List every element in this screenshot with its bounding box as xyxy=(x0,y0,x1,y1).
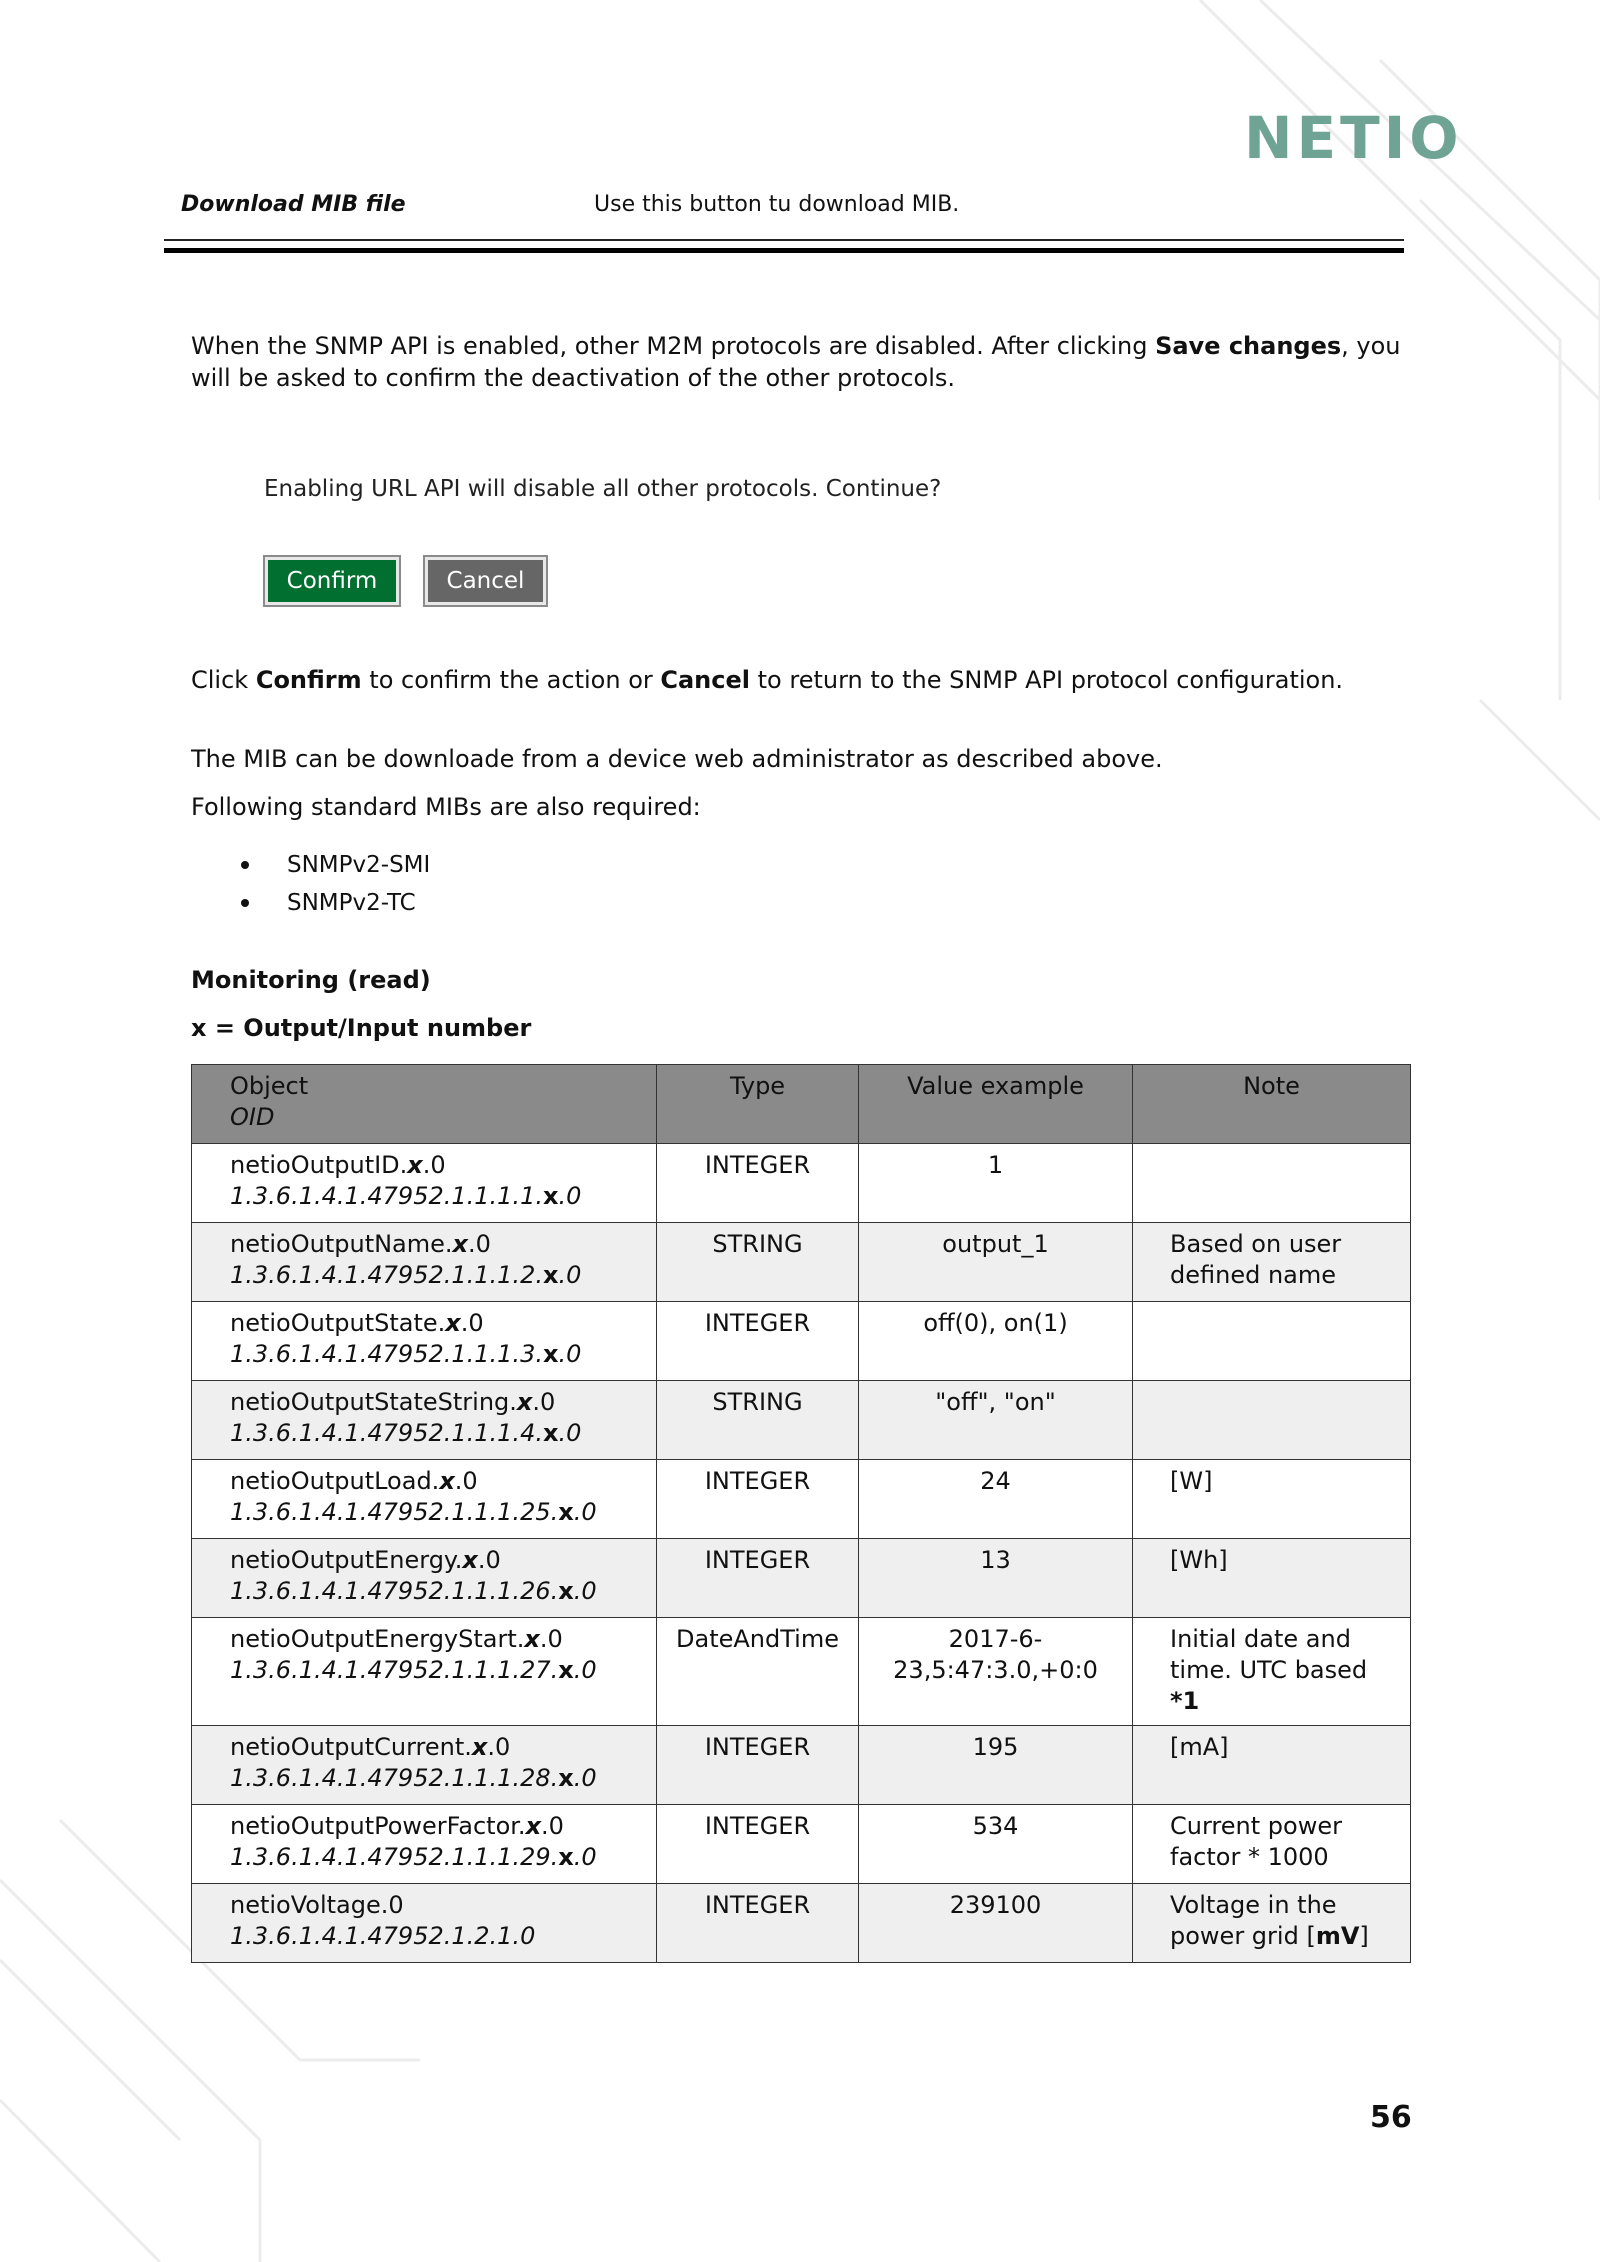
bullet-icon xyxy=(241,899,249,907)
cell-value-example: 24 xyxy=(859,1460,1133,1539)
cell-type: INTEGER xyxy=(657,1460,859,1539)
cell-object xyxy=(192,1618,657,1726)
cell-note: [Wh] xyxy=(1133,1539,1411,1618)
table-row xyxy=(192,1539,1411,1618)
cell-type: INTEGER xyxy=(657,1539,859,1618)
intro-bold-save-changes: Save changes xyxy=(1155,332,1342,360)
table-row xyxy=(192,1805,1411,1884)
table-row xyxy=(192,1381,1411,1460)
netio-logo: NETIO xyxy=(1244,104,1463,172)
object-oid: 1.3.6.1.4.1.47952.1.1.1.2.x.0 xyxy=(230,1261,582,1289)
object-name: netioOutputStateString.x.0 xyxy=(230,1388,556,1416)
object-name: netioOutputEnergyStart.x.0 xyxy=(230,1625,563,1653)
x-legend: x = Output/Input number xyxy=(191,1014,532,1042)
object-oid: 1.3.6.1.4.1.47952.1.1.1.26.x.0 xyxy=(230,1577,597,1605)
list-item xyxy=(191,846,430,884)
page-number: 56 xyxy=(1370,2100,1412,2135)
cell-object xyxy=(192,1381,657,1460)
cell-object xyxy=(192,1144,657,1223)
cell-note xyxy=(1133,1302,1411,1381)
click-text-2: to confirm the action or xyxy=(361,666,661,694)
cell-type: INTEGER xyxy=(657,1144,859,1223)
cell-object xyxy=(192,1726,657,1805)
object-oid: 1.3.6.1.4.1.47952.1.1.1.1.x.0 xyxy=(230,1182,582,1210)
cell-note: Based on user defined name xyxy=(1133,1223,1411,1302)
cell-type: DateAndTime xyxy=(657,1618,859,1726)
cell-object xyxy=(192,1223,657,1302)
list-item-text: SNMPv2-SMI xyxy=(287,852,431,878)
cell-value-example: "off", "on" xyxy=(859,1381,1133,1460)
cell-type: INTEGER xyxy=(657,1726,859,1805)
cell-value-example: output_1 xyxy=(859,1223,1133,1302)
cell-type: INTEGER xyxy=(657,1805,859,1884)
monitoring-heading: Monitoring (read) xyxy=(191,966,431,994)
cell-note xyxy=(1133,1144,1411,1223)
click-paragraph xyxy=(191,664,1421,696)
object-oid: 1.3.6.1.4.1.47952.1.1.1.3.x.0 xyxy=(230,1340,582,1368)
cell-note: [W] xyxy=(1133,1460,1411,1539)
object-oid: 1.3.6.1.4.1.47952.1.2.1.0 xyxy=(230,1922,536,1950)
list-item xyxy=(191,884,430,922)
mib-download-paragraph: The MIB can be downloade from a device web administrator as described above. xyxy=(191,745,1163,773)
table-row xyxy=(192,1223,1411,1302)
object-oid: 1.3.6.1.4.1.47952.1.1.1.28.x.0 xyxy=(230,1764,597,1792)
object-name: netioOutputEnergy.x.0 xyxy=(230,1546,501,1574)
object-oid: 1.3.6.1.4.1.47952.1.1.1.25.x.0 xyxy=(230,1498,597,1526)
snmp-mib-table xyxy=(191,1064,1411,1963)
object-name: netioVoltage.0 xyxy=(230,1891,404,1919)
header-type: Type xyxy=(657,1065,859,1144)
object-name: netioOutputPowerFactor.x.0 xyxy=(230,1812,564,1840)
table-body xyxy=(192,1144,1411,1963)
divider-thick xyxy=(164,248,1404,253)
click-bold-confirm: Confirm xyxy=(255,666,362,694)
list-item-text: SNMPv2-TC xyxy=(287,890,416,916)
click-text-3: to return to the SNMP API protocol configuration. xyxy=(750,666,1344,694)
click-bold-cancel: Cancel xyxy=(660,666,750,694)
cell-object xyxy=(192,1302,657,1381)
object-oid: 1.3.6.1.4.1.47952.1.1.1.29.x.0 xyxy=(230,1843,597,1871)
cell-note: Current power factor * 1000 xyxy=(1133,1805,1411,1884)
header-value-example: Value example xyxy=(859,1065,1133,1144)
object-name: netioOutputLoad.x.0 xyxy=(230,1467,478,1495)
cell-value-example: 239100 xyxy=(859,1884,1133,1963)
cell-value-example: 534 xyxy=(859,1805,1133,1884)
header-oid: OID xyxy=(230,1103,275,1131)
table-header-row xyxy=(192,1065,1411,1144)
cell-type: INTEGER xyxy=(657,1302,859,1381)
cell-value-example: 1 xyxy=(859,1144,1133,1223)
object-oid: 1.3.6.1.4.1.47952.1.1.1.27.x.0 xyxy=(230,1656,597,1684)
cell-object xyxy=(192,1884,657,1963)
table-row xyxy=(192,1884,1411,1963)
cell-note: Initial date and time. UTC based *1 xyxy=(1133,1618,1411,1726)
click-text-1: Click xyxy=(191,666,256,694)
table-row xyxy=(192,1726,1411,1805)
intro-text-2: , you will be asked to confirm the deactivation of the other protocols. xyxy=(191,332,1401,392)
header-note: Note xyxy=(1133,1065,1411,1144)
object-name: netioOutputCurrent.x.0 xyxy=(230,1733,511,1761)
download-mib-label: Download MIB file xyxy=(181,192,406,217)
cell-value-example: off(0), on(1) xyxy=(859,1302,1133,1381)
object-name: netioOutputID.x.0 xyxy=(230,1151,446,1179)
cell-type: STRING xyxy=(657,1223,859,1302)
header-object: Object OID xyxy=(192,1065,657,1144)
required-mibs-paragraph: Following standard MIBs are also required: xyxy=(191,793,701,821)
cell-note: Voltage in the power grid [mV] xyxy=(1133,1884,1411,1963)
cell-type: STRING xyxy=(657,1381,859,1460)
cell-object xyxy=(192,1539,657,1618)
confirm-dialog-message: Enabling URL API will disable all other protocols. Continue? xyxy=(264,476,942,502)
table-row xyxy=(192,1460,1411,1539)
table-row xyxy=(192,1618,1411,1726)
cell-type: INTEGER xyxy=(657,1884,859,1963)
cell-value-example: 2017-6-23,5:47:3.0,+0:0 xyxy=(859,1618,1133,1726)
required-mibs-list xyxy=(191,846,430,922)
table-row xyxy=(192,1302,1411,1381)
object-oid: 1.3.6.1.4.1.47952.1.1.1.4.x.0 xyxy=(230,1419,582,1447)
intro-paragraph xyxy=(191,330,1421,394)
cell-note: [mA] xyxy=(1133,1726,1411,1805)
cell-value-example: 13 xyxy=(859,1539,1133,1618)
cancel-button[interactable]: Cancel xyxy=(425,557,546,605)
download-mib-description: Use this button tu download MIB. xyxy=(594,192,960,217)
cell-object xyxy=(192,1460,657,1539)
confirm-button[interactable]: Confirm xyxy=(265,557,399,605)
bullet-icon xyxy=(241,861,249,869)
object-name: netioOutputState.x.0 xyxy=(230,1309,484,1337)
table-row xyxy=(192,1144,1411,1223)
cell-value-example: 195 xyxy=(859,1726,1133,1805)
cell-object xyxy=(192,1805,657,1884)
cell-note xyxy=(1133,1381,1411,1460)
divider-thin xyxy=(164,239,1404,241)
intro-text-1: When the SNMP API is enabled, other M2M protocols are disabled. After clicking xyxy=(191,332,1156,360)
object-name: netioOutputName.x.0 xyxy=(230,1230,491,1258)
